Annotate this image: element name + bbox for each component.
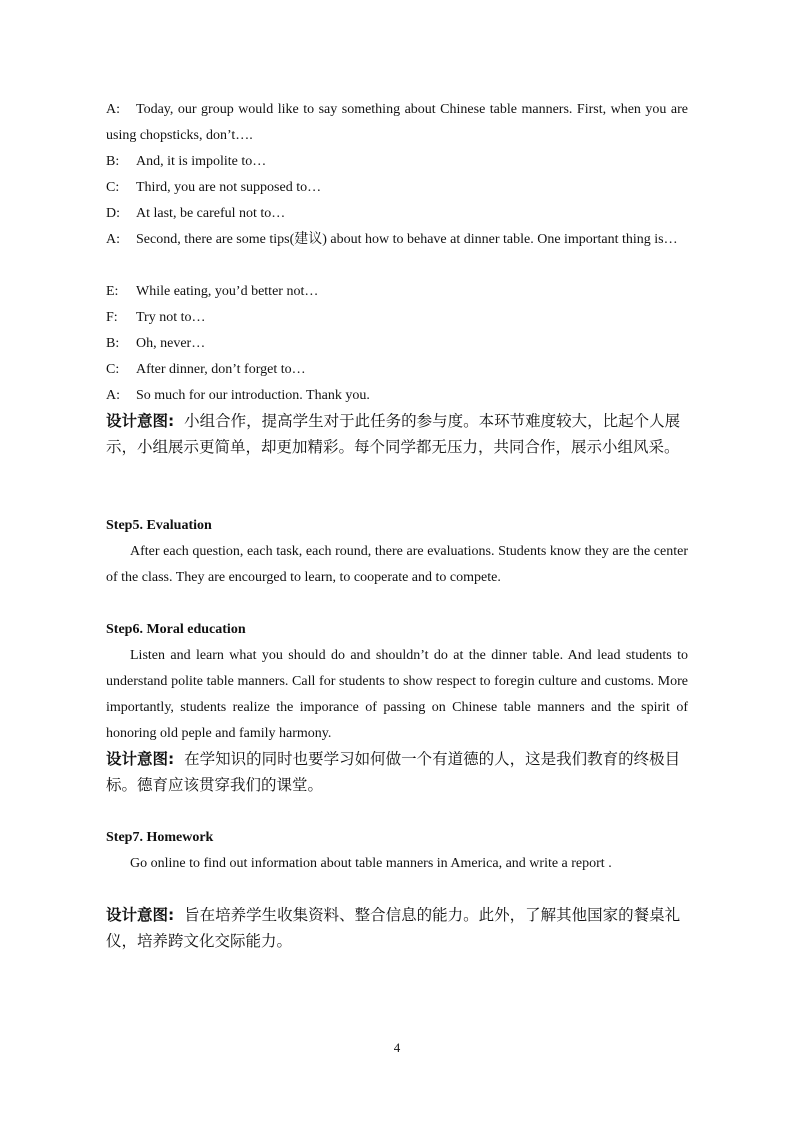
dialogue-line <box>106 175 688 201</box>
dialogue-line <box>106 331 688 357</box>
dialogue-text: Try not to… <box>136 310 206 325</box>
step-body: Listen and learn what you should do and shouldn’t do at the dinner table. And lead students to understand polite table manners. Call for students to show respect to foregin culture and customs. More importantly, students realize the imporance of passing on Chinese table manners and the spirit of honoring old peple and family harmony. <box>106 648 688 741</box>
step-heading: Step5. Evaluation <box>106 518 212 533</box>
speaker-label: E: <box>106 284 119 299</box>
speaker-label: F: <box>106 310 118 325</box>
design-intent-label: 设计意图: <box>106 750 175 768</box>
dialogue-text: Third, you are not supposed to… <box>136 180 322 195</box>
dialogue-text: Second, there are some tips(建议) about how to behave at dinner table. One important thing is… <box>136 232 678 247</box>
speaker-label: B: <box>106 154 120 169</box>
dialogue-text: After dinner, don’t forget to… <box>136 362 306 377</box>
step-heading: Step6. Moral education <box>106 622 246 637</box>
design-intent-text: 旨在培养学生收集资料、整合信息的能力。此外，了解其他国家的餐桌礼仪，培养跨文化交际能力。 <box>106 906 681 950</box>
speaker-label: A: <box>106 102 120 117</box>
speaker-label: C: <box>106 362 120 377</box>
design-intent <box>106 746 688 798</box>
dialogue-text: Oh, never… <box>136 336 206 351</box>
dialogue-line <box>106 279 688 305</box>
dialogue-text: And, it is impolite to… <box>136 154 267 169</box>
dialogue-line <box>106 149 688 175</box>
speaker-label: A: <box>106 232 120 247</box>
page-number: 4 <box>393 1040 401 1055</box>
dialogue-line <box>106 383 688 409</box>
design-intent-label: 设计意图: <box>106 906 175 924</box>
speaker-label: D: <box>106 206 120 221</box>
step-body: Go online to find out information about table manners in America, and write a report . <box>130 856 612 871</box>
dialogue-line <box>106 357 688 383</box>
dialogue-text: While eating, you’d better not… <box>136 284 319 299</box>
speaker-label: B: <box>106 336 120 351</box>
dialogue-line <box>106 305 688 331</box>
dialogue-text: Today, our group would like to say something about Chinese table manners. First, when you are using chopsticks, don’t…. <box>106 102 688 143</box>
speaker-label: A: <box>106 388 120 403</box>
dialogue-text: At last, be careful not to… <box>136 206 286 221</box>
speaker-label: C: <box>106 180 120 195</box>
design-intent-text: 在学知识的同时也要学习如何做一个有道德的人，这是我们教育的终极目标。德育应该贯穿我们的课堂。 <box>106 750 681 794</box>
design-intent <box>106 408 688 460</box>
dialogue-line <box>106 227 688 253</box>
design-intent-label: 设计意图: <box>106 412 175 430</box>
step-heading: Step7. Homework <box>106 830 214 845</box>
dialogue-line <box>106 97 688 149</box>
dialogue-text: So much for our introduction. Thank you. <box>136 388 370 403</box>
step-body: After each question, each task, each round, there are evaluations. Students know they are the center of the class. They are encourged to learn, to cooperate and to compete. <box>106 544 688 585</box>
dialogue-line <box>106 201 688 227</box>
design-intent <box>106 902 688 954</box>
design-intent-text: 小组合作，提高学生对于此任务的参与度。本环节难度较大，比起个人展示，小组展示更简单，却更加精彩。每个同学都无压力，共同合作，展示小组风采。 <box>106 412 681 456</box>
